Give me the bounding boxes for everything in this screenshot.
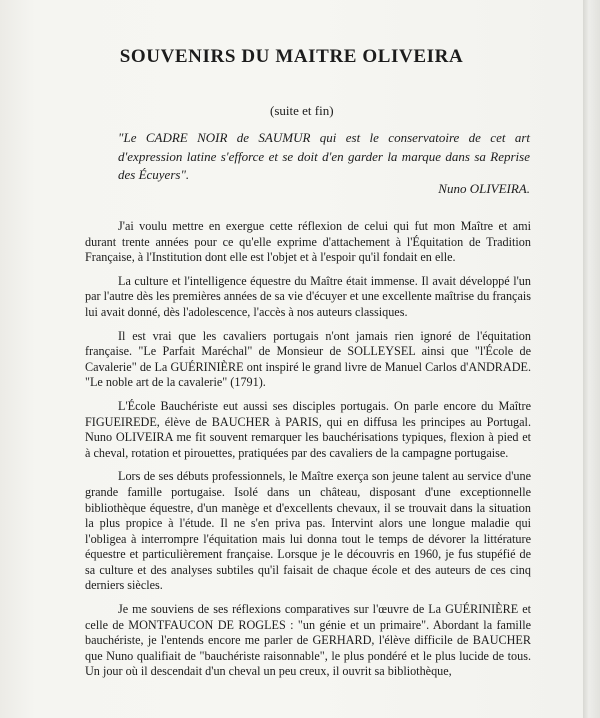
epigraph-author: Nuno OLIVEIRA. [438,181,530,196]
bleed-through-text [90,0,490,12]
epigraph-quote: "Le CADRE NOIR de SAUMUR qui est le conservatoire de cet art d'expression latine s'efforce et se doit d'en garder la marque dans sa Reprise des Écuyers". [118,130,530,182]
page-title: SOUVENIRS DU MAITRE OLIVEIRA [119,46,464,67]
paragraph: La culture et l'intelligence équestre du Maître était immense. Il avait développé l'un par l'autre dès les premières années de sa vie d'écuyer et une excellente maîtrise du français lui avait donné, dès l'adolescence, l'accès à nos auteurs classiques. [85,273,531,319]
paragraph: J'ai voulu mettre en exergue cette réflexion de celui qui fut mon Maître et ami durant trente années pour ce qu'elle exprime d'attachement à l'Équitation de Tradition Française, à l'Institution dont elle est l'objet et à l'espoir qu'il fondait en elle. [85,219,531,265]
paragraph: Je me souviens de ses réflexions comparatives sur l'œuvre de La GUÉRINIÈRE et celle de MONTFAUCON DE ROGLES : "un génie et un primaire". Abordant la famille bauchériste, je l'entends encore me parler de GERHARD, l'élève difficile de BAUCHER que Nuno qualifiait de "bauchériste raisonnable", le plus pondéré et le plus lucide de tous. Un jour où il descendait d'un cheval un peu creux, il ouvrit sa bibliothèque, [85,602,531,679]
paragraph: L'École Bauchériste eut aussi ses disciples portugais. On parle encore du Maître FIGUEIREDE, élève de BAUCHER à PARIS, qui en diffusa les principes au Portugal. Nuno OLIVEIRA me fit souvent remarquer les bauchérisations typiques, flexion à pied et à cheval, rotation et pirouettes, pratiquées par des cavaliers de la campagne portugaise. [85,398,531,460]
paragraph: Il est vrai que les cavaliers portugais n'ont jamais rien ignoré de l'équitation française. "Le Parfait Maréchal" de Monsieur de SOLLEYSEL ainsi que "l'École de Cavalerie" de La GUÉRINIÈRE ont inspiré le grand livre de Manuel Carlos d'ANDRADE. "Le noble art de la cavalerie" (1791). [85,328,531,390]
page-subtitle: (suite et fin) [270,103,334,118]
paragraph: Lors de ses débuts professionnels, le Maître exerça son jeune talent au service d'une grande famille portugaise. Isolé dans un château, disposant d'une exceptionnelle bibliothèque équestre, d'un manège et d'excellents chevaux, il se trouvait dans la situation la plus propice à l'étude. Il ne s'en priva pas. Intervint alors une longue maladie qui l'obligea à interrompre l'équitation mais lui donna tout le temps de dévorer la littérature équestre et particulièrement française. Lorsque je le découvris en 1960, je fus stupéfié de sa culture et des analyses subtiles qu'il faisait de chaque école et des auteurs de ces cinq derniers siècles. [85,469,531,593]
book-spine-shadow [583,0,600,718]
article-body [85,219,531,688]
